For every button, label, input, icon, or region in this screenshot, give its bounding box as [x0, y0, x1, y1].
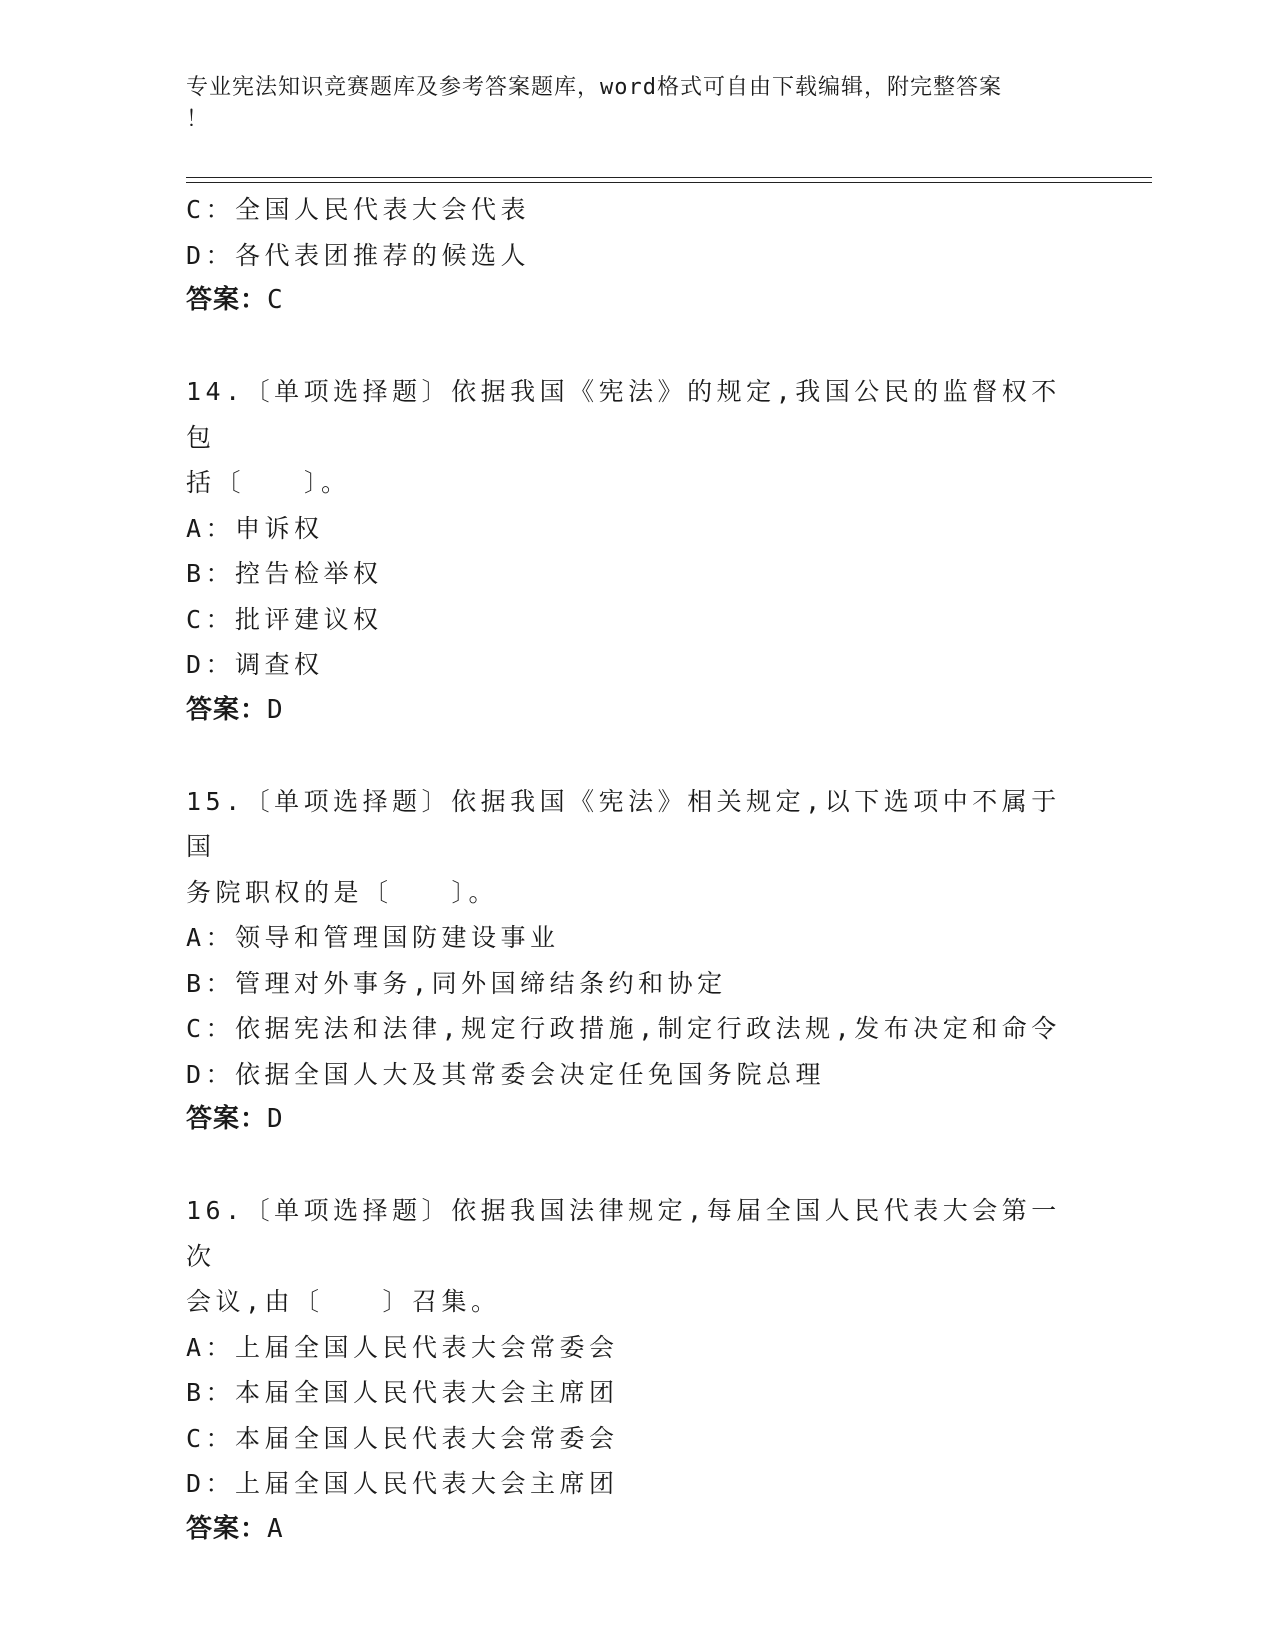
option-a: A：领导和管理国防建设事业: [186, 923, 560, 952]
page-header: [186, 72, 1066, 136]
option-b: B：本届全国人民代表大会主席团: [186, 1378, 619, 1407]
question-text-line-2: 括〔 〕。: [186, 468, 351, 497]
header-divider-bottom: [186, 182, 1152, 183]
header-line-2: ！: [186, 107, 210, 132]
question-content: [186, 187, 1086, 1552]
question-15: [186, 779, 1086, 1143]
option-c: C：本届全国人民代表大会常委会: [186, 1423, 619, 1453]
previous-question-tail: [186, 187, 1086, 324]
option-a: A：上届全国人民代表大会常委会: [186, 1332, 619, 1362]
option-d: D：依据全国人大及其常委会决定任免国务院总理: [186, 1059, 826, 1089]
option-a: A：申诉权: [186, 513, 324, 543]
answer-value: A: [267, 1513, 284, 1544]
answer: [186, 278, 1086, 324]
answer: [186, 688, 1086, 734]
question-16: [186, 1188, 1086, 1552]
spacer: [186, 1143, 1086, 1189]
question-text-line-2: 会议,由〔 〕召集。: [186, 1287, 501, 1316]
answer-label: 答案：: [186, 285, 268, 315]
answer: [186, 1507, 1086, 1553]
answer-label: 答案：: [186, 1513, 268, 1544]
option-c: C：全国人民代表大会代表: [186, 195, 531, 224]
option-c: C：批评建议权: [186, 604, 383, 634]
question-text-line-1: 14.〔单项选择题〕依据我国《宪法》的规定,我国公民的监督权不包: [186, 377, 1061, 452]
question-14: [186, 369, 1086, 733]
spacer: [186, 733, 1086, 779]
answer-value: D: [267, 694, 284, 725]
answer-label: 答案：: [186, 1104, 268, 1134]
header-divider-top: [186, 177, 1152, 178]
question-text-line-2: 务院职权的是〔 〕。: [186, 877, 499, 907]
option-d: D：上届全国人民代表大会主席团: [186, 1469, 619, 1498]
question-text-line-1: 15.〔单项选择题〕依据我国《宪法》相关规定,以下选项中不属于国: [186, 786, 1061, 861]
answer-value: C: [267, 285, 284, 315]
option-b: B：管理对外事务,同外国缔结条约和协定: [186, 968, 727, 998]
spacer: [186, 324, 1086, 370]
answer-label: 答案：: [186, 694, 268, 725]
option-d: D：各代表团推荐的候选人: [186, 240, 531, 270]
option-b: B：控告检举权: [186, 559, 383, 588]
option-c: C：依据宪法和法律,规定行政措施,制定行政法规,发布决定和命令: [186, 1014, 1061, 1043]
answer: [186, 1097, 1086, 1143]
header-line-1: 专业宪法知识竞赛题库及参考答案题库，word格式可自由下载编辑，附完整答案: [186, 75, 1002, 100]
question-text-line-1: 16.〔单项选择题〕依据我国法律规定,每届全国人民代表大会第一次: [186, 1196, 1061, 1271]
option-d: D：调查权: [186, 650, 324, 679]
answer-value: D: [267, 1104, 284, 1134]
